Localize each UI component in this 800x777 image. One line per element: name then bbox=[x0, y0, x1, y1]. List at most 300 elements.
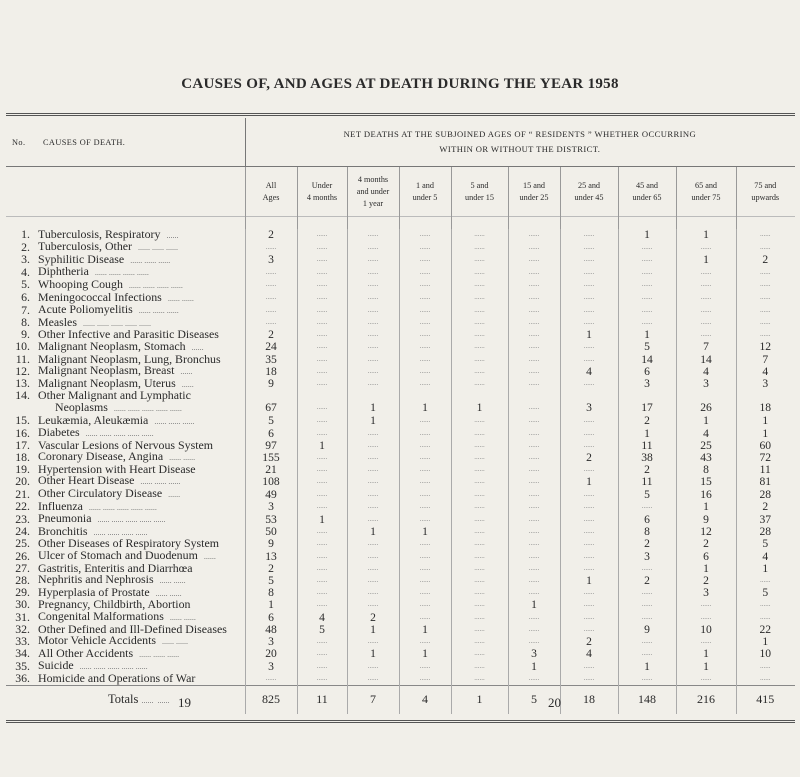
age-value-cell: 1 bbox=[347, 526, 399, 539]
age-value-cell: ...... bbox=[347, 673, 399, 685]
age-value-cell: ...... bbox=[347, 279, 399, 292]
age-value-cell: 9 bbox=[245, 378, 297, 391]
row-number: 16. bbox=[15, 425, 30, 440]
cause-name: Motor Vehicle Accidents bbox=[38, 633, 156, 648]
age-value-cell: 9 bbox=[245, 538, 297, 550]
age-value-cell: 2 bbox=[676, 538, 736, 550]
cause-cell: Tuberculosis, Other ...... ...... ...... bbox=[38, 239, 179, 254]
age-value-cell: 60 bbox=[736, 440, 794, 452]
age-value-cell: ...... bbox=[560, 563, 618, 575]
age-value-cell: ...... bbox=[245, 292, 297, 305]
age-value-cell: ...... bbox=[508, 488, 560, 501]
age-value-cell: 3 bbox=[245, 635, 297, 648]
cause-name: All Other Accidents bbox=[38, 645, 134, 660]
age-header-line: 1 year bbox=[362, 198, 384, 208]
age-value-cell: ...... bbox=[508, 317, 560, 330]
age-value-cell: ...... bbox=[736, 229, 794, 242]
age-value-cell: ...... bbox=[399, 229, 451, 242]
age-value-cell: 1 bbox=[676, 254, 736, 267]
age-value-cell: ...... bbox=[676, 599, 736, 611]
cause-name: Ulcer of Stomach and Duodenum bbox=[38, 548, 198, 563]
age-header-1 bbox=[297, 167, 347, 217]
cause-cell: Neoplasms ...... ...... ...... ...... ...... bbox=[55, 399, 182, 414]
age-value-cell: ...... bbox=[245, 266, 297, 279]
row-number: 36. bbox=[15, 670, 30, 685]
cause-cell: Leukæmia, Aleukæmia ...... ...... ...... bbox=[38, 412, 195, 427]
age-value-cell: ...... bbox=[297, 464, 347, 476]
age-value-cell: ...... bbox=[297, 673, 347, 685]
age-value-cell: ...... bbox=[560, 279, 618, 292]
age-value-cell: ...... bbox=[297, 550, 347, 563]
cause-name: Other Heart Disease bbox=[38, 473, 135, 488]
age-value-cell: 6 bbox=[618, 513, 676, 526]
causes-header: CAUSES OF DEATH. bbox=[43, 137, 126, 147]
cause-cell: Malignant Neoplasm, Breast ...... bbox=[38, 363, 193, 378]
total-value-cell: 4 bbox=[399, 685, 451, 714]
row-number: 27. bbox=[15, 560, 30, 575]
age-value-cell: ...... bbox=[245, 279, 297, 292]
age-value-cell: 48 bbox=[245, 624, 297, 636]
age-value-cell: 1 bbox=[347, 624, 399, 636]
row-number: 10. bbox=[15, 339, 30, 354]
age-value-cell: ...... bbox=[399, 440, 451, 452]
age-value-cell: ...... bbox=[297, 427, 347, 440]
age-header-line: under 75 bbox=[691, 192, 721, 202]
age-value-cell: ...... bbox=[347, 464, 399, 476]
age-value-cell: ...... bbox=[347, 304, 399, 317]
row-number: 13. bbox=[15, 376, 30, 391]
cause-name: Malignant Neoplasm, Breast bbox=[38, 363, 175, 378]
age-value-cell: ...... bbox=[451, 292, 508, 305]
age-value-cell: ...... bbox=[560, 292, 618, 305]
age-value-cell: ...... bbox=[508, 241, 560, 254]
age-value-cell: 1 bbox=[618, 427, 676, 440]
age-value-cell: 1 bbox=[676, 648, 736, 661]
age-value-cell: ...... bbox=[451, 317, 508, 330]
age-value-cell: 11 bbox=[736, 464, 794, 476]
age-value-cell: 1 bbox=[399, 624, 451, 636]
age-value-cell: 4 bbox=[560, 648, 618, 661]
row-number: 21. bbox=[15, 486, 30, 501]
age-value-cell: ...... bbox=[347, 292, 399, 305]
age-value-cell: ...... bbox=[297, 475, 347, 488]
age-value-cell: 3 bbox=[618, 550, 676, 563]
age-value-cell: ...... bbox=[399, 660, 451, 673]
age-header-8 bbox=[676, 167, 736, 217]
age-value-cell: ...... bbox=[736, 241, 794, 254]
age-value-cell: ...... bbox=[508, 513, 560, 526]
age-value-cell: ...... bbox=[347, 440, 399, 452]
age-value-cell: ...... bbox=[451, 241, 508, 254]
row-number: 30. bbox=[15, 597, 30, 612]
age-value-cell: ...... bbox=[508, 365, 560, 378]
age-value-cell: ...... bbox=[451, 673, 508, 685]
table-row bbox=[6, 390, 794, 402]
age-value-cell: 1 bbox=[399, 648, 451, 661]
age-value-cell: 1 bbox=[736, 635, 794, 648]
age-value-cell: ...... bbox=[508, 635, 560, 648]
row-number: 31. bbox=[15, 609, 30, 624]
total-value-cell: 216 bbox=[676, 685, 736, 714]
age-value-cell: ...... bbox=[451, 464, 508, 476]
age-value-cell: ...... bbox=[347, 378, 399, 391]
age-value-cell: ...... bbox=[560, 624, 618, 636]
age-value-cell: ...... bbox=[560, 587, 618, 600]
age-value-cell: ...... bbox=[560, 501, 618, 514]
age-header-5 bbox=[508, 167, 560, 217]
age-value-cell: 38 bbox=[618, 451, 676, 464]
age-value-cell: ...... bbox=[297, 538, 347, 550]
row-number: 26. bbox=[15, 548, 30, 563]
age-value-cell: ...... bbox=[560, 317, 618, 330]
age-value-cell: ...... bbox=[399, 550, 451, 563]
age-value-cell: ...... bbox=[347, 599, 399, 611]
age-value-cell: ...... bbox=[451, 488, 508, 501]
cause-cell: Malignant Neoplasm, Uterus ...... bbox=[38, 375, 194, 390]
table-row bbox=[6, 648, 794, 661]
age-value-cell: ...... bbox=[297, 341, 347, 354]
age-value-cell: 14 bbox=[618, 354, 676, 366]
age-value-cell: ...... bbox=[399, 378, 451, 391]
cause-name: Vascular Lesions of Nervous System bbox=[38, 437, 214, 452]
age-value-cell: 8 bbox=[245, 587, 297, 600]
age-value-cell: ...... bbox=[297, 415, 347, 428]
cause-name: Diphtheria bbox=[38, 264, 89, 279]
row-number: 12. bbox=[15, 363, 30, 378]
age-value-cell: 2 bbox=[245, 329, 297, 341]
causes-of-death-table bbox=[6, 113, 794, 723]
age-value-cell: ...... bbox=[560, 599, 618, 611]
age-value-cell: ...... bbox=[347, 229, 399, 242]
age-value-cell: 26 bbox=[676, 402, 736, 415]
age-value-cell: ...... bbox=[399, 513, 451, 526]
age-value-cell: ...... bbox=[508, 440, 560, 452]
cause-name: Syphilitic Disease bbox=[38, 251, 125, 266]
total-value-cell: 7 bbox=[347, 685, 399, 714]
age-header-line: 4 months bbox=[306, 192, 338, 202]
age-value-cell: 22 bbox=[736, 624, 794, 636]
age-header-2 bbox=[347, 167, 399, 217]
row-number: 15. bbox=[15, 413, 30, 427]
cause-cell bbox=[33, 670, 245, 685]
total-value-cell: 1 bbox=[451, 685, 508, 714]
age-value-cell: ...... bbox=[508, 378, 560, 391]
age-value-cell: ...... bbox=[347, 254, 399, 267]
age-value-cell: ...... bbox=[399, 488, 451, 501]
age-value-cell: 8 bbox=[618, 526, 676, 539]
age-value-cell: ...... bbox=[508, 304, 560, 317]
age-value-cell: ...... bbox=[347, 587, 399, 600]
age-value-cell: ...... bbox=[508, 501, 560, 514]
row-number: 25. bbox=[15, 536, 30, 551]
totals-label-text: Totals bbox=[108, 692, 139, 707]
age-value-cell: ...... bbox=[618, 279, 676, 292]
cause-cell: Malignant Neoplasm, Stomach ...... bbox=[38, 338, 204, 353]
age-value-cell: ...... bbox=[451, 427, 508, 440]
age-value-cell: 28 bbox=[736, 488, 794, 501]
age-value-cell: 1 bbox=[508, 660, 560, 673]
age-value-cell: ...... bbox=[736, 599, 794, 611]
age-value-cell: 10 bbox=[736, 648, 794, 661]
cause-name: Tuberculosis, Respiratory bbox=[38, 226, 161, 241]
total-value-cell: 415 bbox=[736, 685, 794, 714]
age-value-cell: ...... bbox=[508, 574, 560, 587]
age-value-cell: ...... bbox=[451, 550, 508, 563]
age-value-cell: 1 bbox=[618, 329, 676, 341]
age-value-cell: ...... bbox=[451, 279, 508, 292]
cause-name: Acute Poliomyelitis bbox=[38, 302, 133, 317]
age-value-cell: 1 bbox=[676, 563, 736, 575]
age-header-0 bbox=[245, 167, 297, 217]
age-value-cell: 11 bbox=[618, 475, 676, 488]
age-value-cell: ...... bbox=[297, 488, 347, 501]
total-value-cell: 5 bbox=[508, 685, 560, 714]
age-value-cell: ...... bbox=[347, 451, 399, 464]
row-number: 20. bbox=[15, 473, 30, 488]
age-value-cell: ...... bbox=[618, 501, 676, 514]
age-value-cell: ...... bbox=[347, 317, 399, 330]
age-value-cell: ...... bbox=[618, 266, 676, 279]
age-value-cell: 4 bbox=[297, 611, 347, 624]
age-value-cell: ...... bbox=[451, 660, 508, 673]
age-value-cell: 81 bbox=[736, 475, 794, 488]
age-value-cell: ...... bbox=[676, 673, 736, 685]
age-value-cell: 13 bbox=[245, 550, 297, 563]
age-value-cell: 1 bbox=[736, 415, 794, 428]
age-value-cell: ...... bbox=[560, 304, 618, 317]
ages-description-line-2: WITHIN OR WITHOUT THE DISTRICT. bbox=[439, 144, 601, 154]
age-value-cell: 2 bbox=[736, 254, 794, 267]
age-value-cell: ...... bbox=[399, 365, 451, 378]
cause-name: Other Circulatory Disease bbox=[38, 486, 163, 501]
age-header-line: under 15 bbox=[465, 192, 494, 202]
row-number: 6. bbox=[21, 290, 30, 305]
age-value-cell: 9 bbox=[676, 513, 736, 526]
age-value-cell: ...... bbox=[399, 254, 451, 267]
age-value-cell: ...... bbox=[297, 635, 347, 648]
age-value-cell: 43 bbox=[676, 451, 736, 464]
age-value-cell: ...... bbox=[560, 513, 618, 526]
age-value-cell: ...... bbox=[736, 574, 794, 587]
age-value-cell bbox=[451, 390, 508, 402]
age-value-cell: ...... bbox=[560, 415, 618, 428]
age-value-cell: ...... bbox=[508, 464, 560, 476]
age-value-cell: 72 bbox=[736, 451, 794, 464]
age-value-cell: ...... bbox=[399, 279, 451, 292]
age-value-cell: ...... bbox=[736, 292, 794, 305]
age-value-cell: 37 bbox=[736, 513, 794, 526]
row-number: 8. bbox=[21, 315, 30, 330]
totals-row bbox=[6, 685, 794, 714]
age-value-cell: 2 bbox=[736, 501, 794, 514]
age-header-9 bbox=[736, 167, 794, 217]
age-value-cell: ...... bbox=[560, 550, 618, 563]
age-value-cell: 49 bbox=[245, 488, 297, 501]
row-number: 34. bbox=[15, 646, 30, 661]
age-value-cell: 6 bbox=[245, 611, 297, 624]
age-value-cell: ...... bbox=[618, 317, 676, 330]
age-value-cell: 3 bbox=[245, 501, 297, 514]
age-value-cell: ...... bbox=[618, 635, 676, 648]
age-value-cell: ...... bbox=[347, 266, 399, 279]
cause-name: Gastritis, Enteritis and Diarrhœa bbox=[38, 560, 193, 575]
age-value-cell: ...... bbox=[508, 402, 560, 415]
age-value-cell: ...... bbox=[297, 563, 347, 575]
age-value-cell: 5 bbox=[297, 624, 347, 636]
age-value-cell: 1 bbox=[245, 599, 297, 611]
age-header-4 bbox=[451, 167, 508, 217]
age-value-cell: ...... bbox=[347, 427, 399, 440]
age-value-cell: ...... bbox=[399, 317, 451, 330]
age-value-cell: ...... bbox=[399, 427, 451, 440]
age-value-cell: ...... bbox=[508, 538, 560, 550]
row-number: 33. bbox=[15, 633, 30, 648]
row-number: 19. bbox=[15, 461, 30, 476]
age-value-cell: ...... bbox=[347, 354, 399, 366]
age-value-cell: ...... bbox=[618, 254, 676, 267]
age-value-cell: ...... bbox=[508, 415, 560, 428]
age-value-cell: 108 bbox=[245, 475, 297, 488]
cause-cell: Influenza ...... ...... ...... ...... ...... bbox=[38, 498, 157, 513]
age-value-cell: 2 bbox=[347, 611, 399, 624]
total-value-cell: 11 bbox=[297, 685, 347, 714]
age-value-cell: ...... bbox=[560, 611, 618, 624]
age-value-cell: ...... bbox=[297, 501, 347, 514]
age-value-cell: ...... bbox=[347, 550, 399, 563]
row-number: 35. bbox=[15, 658, 30, 673]
age-value-cell: ...... bbox=[451, 266, 508, 279]
row-number: 1. bbox=[21, 227, 30, 242]
age-value-cell: ...... bbox=[297, 365, 347, 378]
age-value-cell: ...... bbox=[676, 611, 736, 624]
age-value-cell: ...... bbox=[451, 648, 508, 661]
cause-cell: Whooping Cough ...... ...... ...... ...... bbox=[38, 276, 183, 291]
age-header-line: Under bbox=[311, 180, 333, 190]
age-value-cell: ...... bbox=[245, 241, 297, 254]
age-value-cell: 10 bbox=[676, 624, 736, 636]
table-row bbox=[6, 513, 794, 526]
age-value-cell: ...... bbox=[451, 624, 508, 636]
age-value-cell: 3 bbox=[676, 587, 736, 600]
age-value-cell: ...... bbox=[451, 378, 508, 391]
age-header-line: 75 and bbox=[754, 180, 777, 190]
age-header-line: 65 and bbox=[694, 180, 718, 190]
age-value-cell: ...... bbox=[399, 587, 451, 600]
age-value-cell: 1 bbox=[618, 229, 676, 242]
row-number: 23. bbox=[15, 511, 30, 526]
age-value-cell: ...... bbox=[451, 341, 508, 354]
age-value-cell: ...... bbox=[451, 354, 508, 366]
age-header-line: 5 and bbox=[470, 180, 489, 190]
age-value-cell: 6 bbox=[245, 427, 297, 440]
age-value-cell: 1 bbox=[676, 415, 736, 428]
age-value-cell: ...... bbox=[399, 241, 451, 254]
age-value-cell: ...... bbox=[399, 635, 451, 648]
age-header-line: 25 and bbox=[577, 180, 601, 190]
age-value-cell: ...... bbox=[297, 279, 347, 292]
age-value-cell: ...... bbox=[508, 587, 560, 600]
row-number: 18. bbox=[15, 449, 30, 464]
age-value-cell: 5 bbox=[736, 538, 794, 550]
cause-name: Other Infective and Parasitic Diseases bbox=[38, 327, 219, 342]
age-value-cell: 97 bbox=[245, 440, 297, 452]
age-value-cell: ...... bbox=[676, 266, 736, 279]
age-value-cell bbox=[676, 390, 736, 402]
age-value-cell: ...... bbox=[676, 292, 736, 305]
age-value-cell: ...... bbox=[297, 574, 347, 587]
cause-name: Nephritis and Nephrosis bbox=[38, 572, 154, 587]
cause-cell: Syphilitic Disease ...... ...... ...... bbox=[38, 251, 171, 266]
ages-description-line-1: NET DEATHS AT THE SUBJOINED AGES OF “ RESIDENTS ” WHETHER OCCURRING bbox=[343, 129, 697, 139]
age-value-cell: ...... bbox=[297, 660, 347, 673]
age-header-3 bbox=[399, 167, 451, 217]
age-value-cell: 2 bbox=[245, 229, 297, 242]
age-value-cell: ...... bbox=[399, 341, 451, 354]
age-value-cell: 4 bbox=[676, 365, 736, 378]
page-number-left: 19 bbox=[178, 695, 191, 710]
age-value-cell: ...... bbox=[399, 599, 451, 611]
age-value-cell: ...... bbox=[451, 599, 508, 611]
age-value-cell: ...... bbox=[297, 378, 347, 391]
age-header-line: under 65 bbox=[632, 192, 662, 202]
age-value-cell: ...... bbox=[618, 292, 676, 305]
age-value-cell: ...... bbox=[297, 402, 347, 415]
age-value-cell: ...... bbox=[451, 574, 508, 587]
age-value-cell: ...... bbox=[347, 574, 399, 587]
age-value-cell: 3 bbox=[508, 648, 560, 661]
row-number: 3. bbox=[21, 252, 30, 267]
cause-name: Influenza bbox=[38, 498, 83, 513]
age-value-cell: ...... bbox=[399, 415, 451, 428]
age-value-cell: 1 bbox=[560, 475, 618, 488]
age-value-cell: ...... bbox=[451, 415, 508, 428]
age-value-cell: ...... bbox=[736, 304, 794, 317]
age-value-cell: ...... bbox=[451, 611, 508, 624]
age-value-cell: ...... bbox=[451, 513, 508, 526]
age-value-cell: 5 bbox=[736, 587, 794, 600]
age-value-cell: ...... bbox=[451, 563, 508, 575]
row-number: 14. bbox=[15, 388, 30, 403]
cause-name: Suicide bbox=[38, 658, 74, 673]
age-value-cell: ...... bbox=[508, 673, 560, 685]
age-value-cell: ...... bbox=[399, 574, 451, 587]
no-header: No. bbox=[12, 137, 26, 147]
cause-name: Malignant Neoplasm, Uterus bbox=[38, 375, 176, 390]
age-value-cell: ...... bbox=[297, 266, 347, 279]
age-value-cell: ...... bbox=[297, 241, 347, 254]
age-header-line: under 25 bbox=[519, 192, 549, 202]
table-row bbox=[6, 266, 794, 279]
age-value-cell: ...... bbox=[508, 292, 560, 305]
age-value-cell bbox=[508, 390, 560, 402]
age-header-blank bbox=[6, 167, 245, 217]
age-value-cell: ...... bbox=[451, 440, 508, 452]
age-value-cell: ...... bbox=[560, 464, 618, 476]
row-number: 9. bbox=[21, 327, 30, 342]
age-value-cell: ...... bbox=[508, 254, 560, 267]
age-value-cell: 3 bbox=[245, 254, 297, 267]
age-value-cell: ...... bbox=[245, 673, 297, 685]
row-number: 17. bbox=[15, 437, 30, 452]
age-value-cell: ...... bbox=[297, 229, 347, 242]
age-value-cell: ...... bbox=[347, 563, 399, 575]
row-number: 7. bbox=[21, 302, 30, 317]
age-value-cell: 9 bbox=[618, 624, 676, 636]
row-number: 22. bbox=[15, 499, 30, 514]
age-value-cell: ...... bbox=[618, 241, 676, 254]
age-value-cell: ...... bbox=[508, 563, 560, 575]
age-value-cell: ...... bbox=[676, 635, 736, 648]
